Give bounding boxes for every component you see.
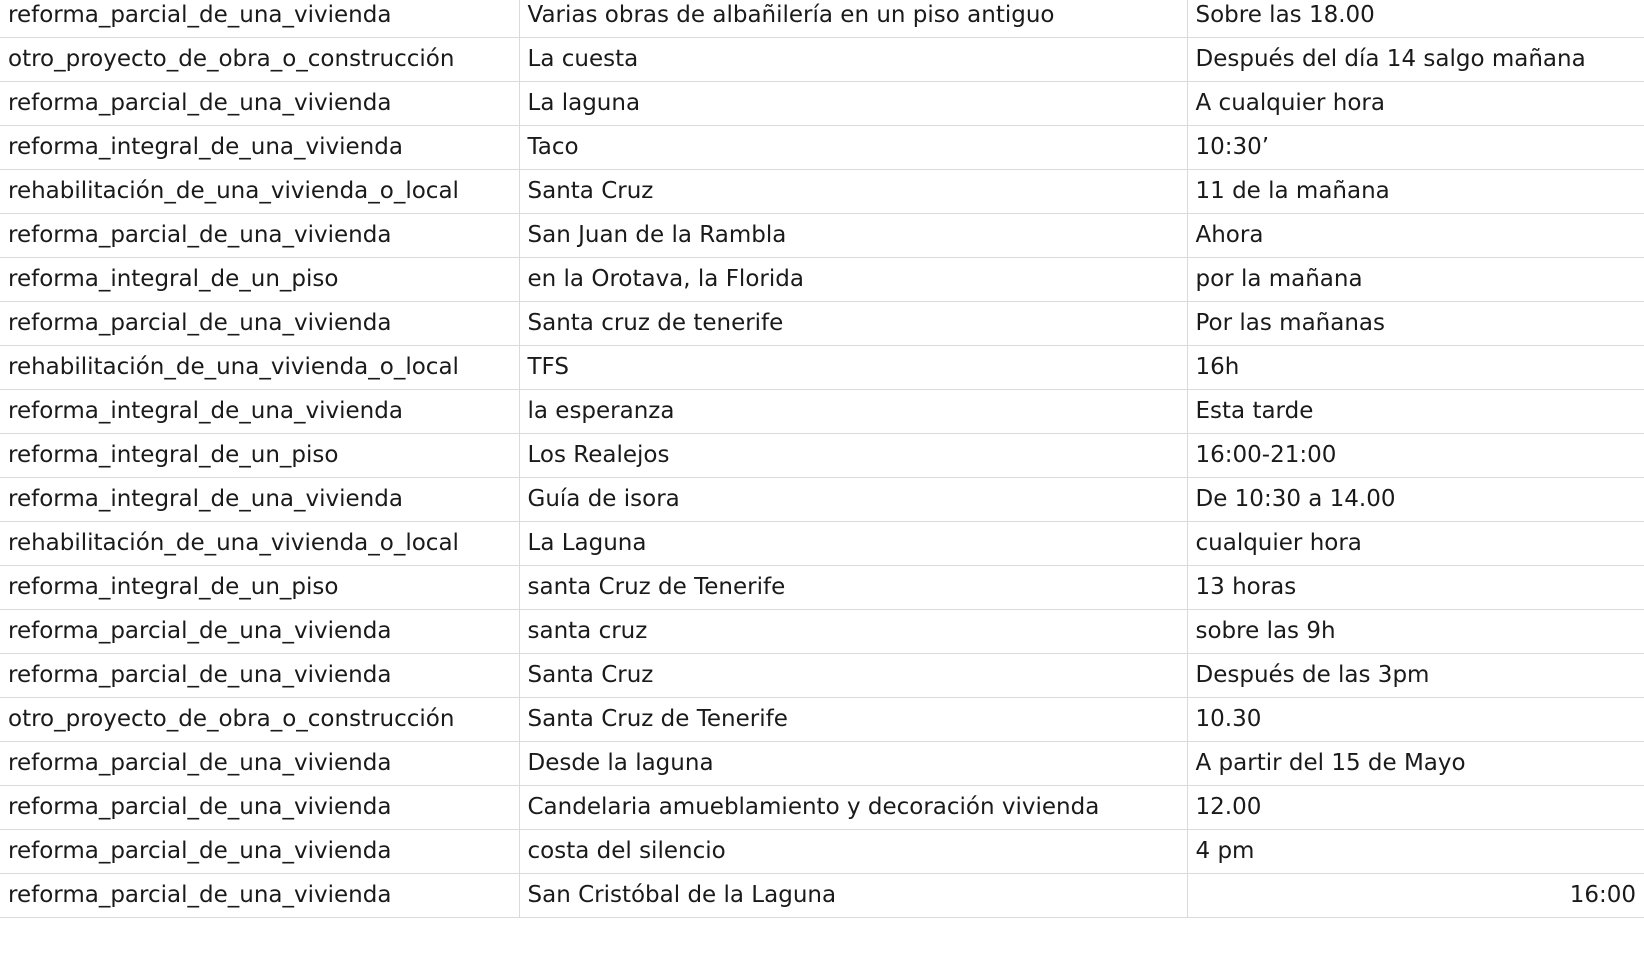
description-cell[interactable]: Candelaria amueblamiento y decoración vivienda [519,786,1187,830]
description-cell[interactable]: en la Orotava, la Florida [519,258,1187,302]
contact-time-cell[interactable]: sobre las 9h [1187,610,1644,654]
project-type-cell[interactable]: rehabilitación_de_una_vivienda_o_local [0,346,519,390]
table-row [0,302,1644,346]
project-type-cell[interactable]: reforma_integral_de_un_piso [0,258,519,302]
project-type-cell[interactable]: reforma_parcial_de_una_vivienda [0,214,519,258]
table-row [0,786,1644,830]
table-row [0,346,1644,390]
description-cell[interactable]: santa Cruz de Tenerife [519,566,1187,610]
table-row [0,478,1644,522]
contact-time-cell[interactable]: 13 horas [1187,566,1644,610]
table-row [0,214,1644,258]
contact-time-cell[interactable]: A partir del 15 de Mayo [1187,742,1644,786]
table-row [0,390,1644,434]
project-type-cell[interactable]: reforma_integral_de_una_vivienda [0,126,519,170]
project-type-cell[interactable]: reforma_parcial_de_una_vivienda [0,302,519,346]
contact-time-cell[interactable]: Ahora [1187,214,1644,258]
project-type-cell[interactable]: reforma_integral_de_una_vivienda [0,390,519,434]
contact-time-cell[interactable]: cualquier hora [1187,522,1644,566]
contact-time-cell[interactable]: A cualquier hora [1187,82,1644,126]
table-row [0,126,1644,170]
contact-time-cell[interactable]: 10.30 [1187,698,1644,742]
contact-time-cell[interactable]: Sobre las 18.00 [1187,0,1644,38]
project-type-cell[interactable]: reforma_parcial_de_una_vivienda [0,654,519,698]
contact-time-cell[interactable]: 16:00 [1187,874,1644,918]
table-row [0,522,1644,566]
contact-time-cell[interactable]: 12.00 [1187,786,1644,830]
project-type-cell[interactable]: reforma_parcial_de_una_vivienda [0,786,519,830]
table-row [0,654,1644,698]
project-type-cell[interactable]: reforma_parcial_de_una_vivienda [0,874,519,918]
description-cell[interactable]: costa del silencio [519,830,1187,874]
description-cell[interactable]: San Cristóbal de la Laguna [519,874,1187,918]
project-type-cell[interactable]: reforma_parcial_de_una_vivienda [0,742,519,786]
description-cell[interactable]: La Laguna [519,522,1187,566]
contact-time-cell[interactable]: Después de las 3pm [1187,654,1644,698]
description-cell[interactable]: Los Realejos [519,434,1187,478]
project-type-cell[interactable]: reforma_integral_de_una_vivienda [0,478,519,522]
contact-time-cell[interactable]: 11 de la mañana [1187,170,1644,214]
description-cell[interactable]: la esperanza [519,390,1187,434]
project-type-cell[interactable]: reforma_parcial_de_una_vivienda [0,830,519,874]
description-cell[interactable]: Guía de isora [519,478,1187,522]
contact-time-cell[interactable]: 4 pm [1187,830,1644,874]
description-cell[interactable]: Taco [519,126,1187,170]
description-cell[interactable]: santa cruz [519,610,1187,654]
table-row [0,38,1644,82]
contact-time-cell[interactable]: Por las mañanas [1187,302,1644,346]
table-row [0,874,1644,918]
contact-time-cell[interactable]: 10:30’ [1187,126,1644,170]
table-row [0,434,1644,478]
table-row [0,566,1644,610]
description-cell[interactable]: Desde la laguna [519,742,1187,786]
description-cell[interactable]: Santa Cruz [519,170,1187,214]
description-cell[interactable]: La laguna [519,82,1187,126]
description-cell[interactable]: Santa Cruz de Tenerife [519,698,1187,742]
project-type-cell[interactable]: rehabilitación_de_una_vivienda_o_local [0,522,519,566]
contact-time-cell[interactable]: Esta tarde [1187,390,1644,434]
table-row [0,82,1644,126]
description-cell[interactable]: Varias obras de albañilería en un piso antiguo [519,0,1187,38]
contact-time-cell[interactable]: Después del día 14 salgo mañana [1187,38,1644,82]
project-type-cell[interactable]: reforma_parcial_de_una_vivienda [0,610,519,654]
contact-time-cell[interactable]: 16h [1187,346,1644,390]
project-type-cell[interactable]: reforma_integral_de_un_piso [0,434,519,478]
description-cell[interactable]: La cuesta [519,38,1187,82]
contact-time-cell[interactable]: 16:00-21:00 [1187,434,1644,478]
description-cell[interactable]: Santa cruz de tenerife [519,302,1187,346]
contact-time-cell[interactable]: por la mañana [1187,258,1644,302]
project-type-cell[interactable]: reforma_parcial_de_una_vivienda [0,0,519,38]
table-row [0,698,1644,742]
project-type-cell[interactable]: reforma_integral_de_un_piso [0,566,519,610]
table-row [0,258,1644,302]
description-cell[interactable]: TFS [519,346,1187,390]
project-type-cell[interactable]: otro_proyecto_de_obra_o_construcción [0,38,519,82]
project-type-cell[interactable]: reforma_parcial_de_una_vivienda [0,82,519,126]
contact-time-cell[interactable]: De 10:30 a 14.00 [1187,478,1644,522]
table-row [0,0,1644,38]
table-row [0,170,1644,214]
project-type-cell[interactable]: rehabilitación_de_una_vivienda_o_local [0,170,519,214]
table-row [0,610,1644,654]
description-cell[interactable]: Santa Cruz [519,654,1187,698]
table-row [0,742,1644,786]
description-cell[interactable]: San Juan de la Rambla [519,214,1187,258]
table-row [0,830,1644,874]
project-type-cell[interactable]: otro_proyecto_de_obra_o_construcción [0,698,519,742]
